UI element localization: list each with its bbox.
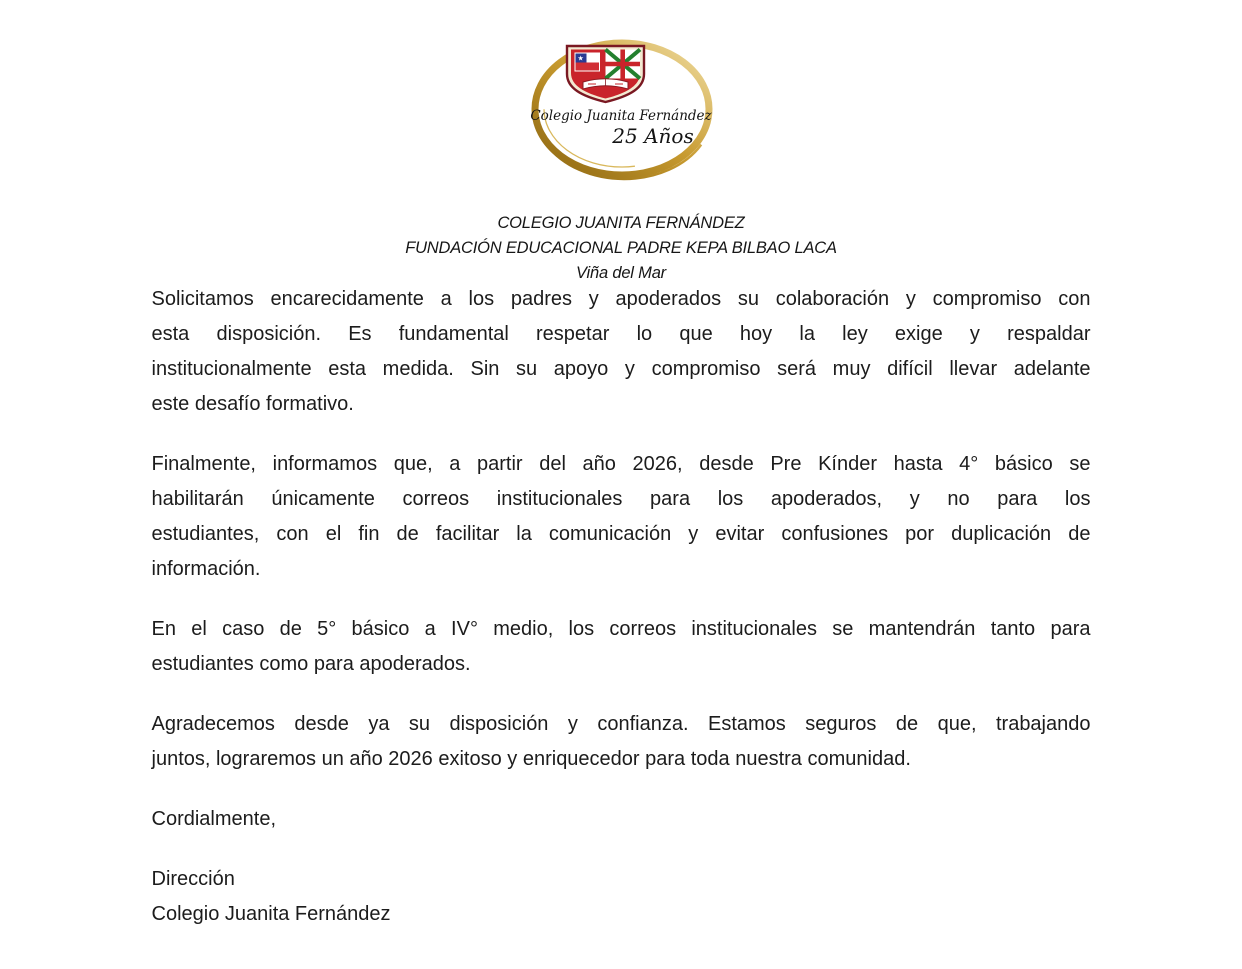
paragraph-line: Solicitamos encarecidamente a los padres y apoderados su colaboración y compromiso con [151, 288, 1091, 310]
paragraph-line: En el caso de 5° básico a IV° medio, los correos institucionales se mantendrán tanto para [151, 618, 1091, 640]
paragraph-line: estudiantes, con el fin de facilitar la comunicación y evitar confusiones por duplicación de [151, 523, 1091, 545]
star-icon: ★ [577, 54, 584, 63]
paragraph-3 [152, 612, 1091, 682]
paragraph-line: información. [151, 558, 261, 580]
signature-school: Colegio Juanita Fernández [151, 903, 391, 925]
paragraph-line: este desafío formativo. [151, 393, 354, 415]
letter-header [0, 211, 1242, 286]
closing-line: Cordialmente, [151, 808, 277, 830]
header-city: Viña del Mar [576, 264, 666, 282]
paragraph-line: estudiantes como para apoderados. [151, 653, 471, 675]
letter-body [152, 282, 1091, 932]
closing-paragraph [152, 802, 1091, 837]
logo-script-name: Colegio Juanita Fernández [530, 108, 712, 124]
paragraph-line: Agradecemos desde ya su disposición y confianza. Estamos seguros de que, trabajando [151, 713, 1091, 735]
signature-block [152, 862, 1091, 932]
logo-anniversary-text: 25 Años [612, 124, 694, 148]
chile-flag-icon [575, 53, 600, 71]
paragraph-line: habilitarán únicamente correos institucionales para los apoderados, y no para los [151, 488, 1091, 510]
paragraph-2 [152, 447, 1091, 587]
header-school-name: COLEGIO JUANITA FERNÁNDEZ [497, 214, 745, 232]
paragraph-1 [152, 282, 1091, 422]
logo-container [0, 0, 1242, 193]
paragraph-line: juntos, lograremos un año 2026 exitoso y enriquecedor para toda nuestra comunidad. [151, 748, 911, 770]
basque-cross-icon [606, 50, 641, 79]
school-crest-logo [526, 36, 716, 188]
crest-shield-icon [567, 46, 644, 102]
paragraph-line: institucionalmente esta medida. Sin su apoyo y compromiso será muy difícil llevar adelante [151, 358, 1091, 380]
paragraph-4 [152, 707, 1091, 777]
header-foundation-name: FUNDACIÓN EDUCACIONAL PADRE KEPA BILBAO LACA [405, 239, 837, 257]
signature-role: Dirección [151, 868, 235, 890]
paragraph-line: Finalmente, informamos que, a partir del año 2026, desde Pre Kínder hasta 4° básico se [151, 453, 1091, 475]
paragraph-line: esta disposición. Es fundamental respetar lo que hoy la ley exige y respaldar [151, 323, 1091, 345]
